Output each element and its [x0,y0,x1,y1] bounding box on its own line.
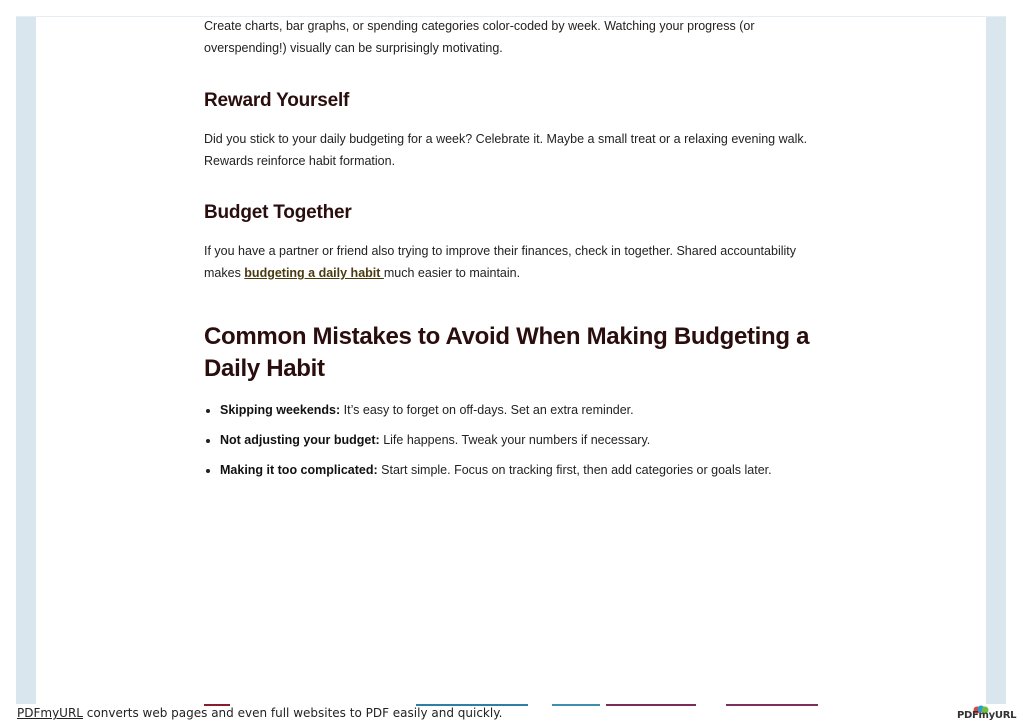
list-item-term: Making it too complicated: [220,463,378,477]
budgeting-daily-habit-link[interactable]: budgeting a daily habit [244,266,384,280]
budget-together-heading: Budget Together [204,202,352,223]
list-item-text: Start simple. Focus on tracking first, then add categories or goals later. [377,463,772,477]
next-page-strip [552,704,600,706]
list-item-text: Life happens. Tweak your numbers if necessary. [379,433,651,447]
pdfmyurl-footer [17,706,502,720]
left-margin-rail [16,17,36,704]
pdfmyurl-logo[interactable] [957,705,1017,723]
footer-text: converts web pages and even full websites to PDF easily and quickly. [82,706,503,720]
list-item [220,399,830,421]
together-text-after: much easier to maintain. [383,266,521,280]
list-item [220,459,830,481]
common-mistakes-heading: Common Mistakes to Avoid When Making Budgeting a Daily Habit [204,323,810,382]
pdfmyurl-footer-link[interactable]: PDFmyURL [17,706,83,720]
together-text-before: If you have a partner or friend also trying to improve their finances, check in together. Shared accountability makes [204,244,796,280]
logo-text: PDFmyURL [957,710,1017,721]
reward-yourself-heading: Reward Yourself [204,90,350,111]
list-item-text: It’s easy to forget on off-days. Set an extra reminder. [340,403,634,417]
right-margin-rail [986,17,1006,704]
budget-together-paragraph [204,240,819,284]
list-item [220,429,830,451]
list-item-term: Skipping weekends: [220,403,341,417]
intro-paragraph: Create charts, bar graphs, or spending categories color-coded by week. Watching your progress (or overspending!) visually can be surprisingly motivating. [204,19,755,55]
mistakes-list [204,399,830,489]
list-item-term: Not adjusting your budget: [220,433,380,447]
next-page-strip [726,704,818,706]
reward-paragraph: Did you stick to your daily budgeting for a week? Celebrate it. Maybe a small treat or a relaxing evening walk. Rewards reinforce habit formation. [204,132,808,168]
next-page-strip [606,704,696,706]
